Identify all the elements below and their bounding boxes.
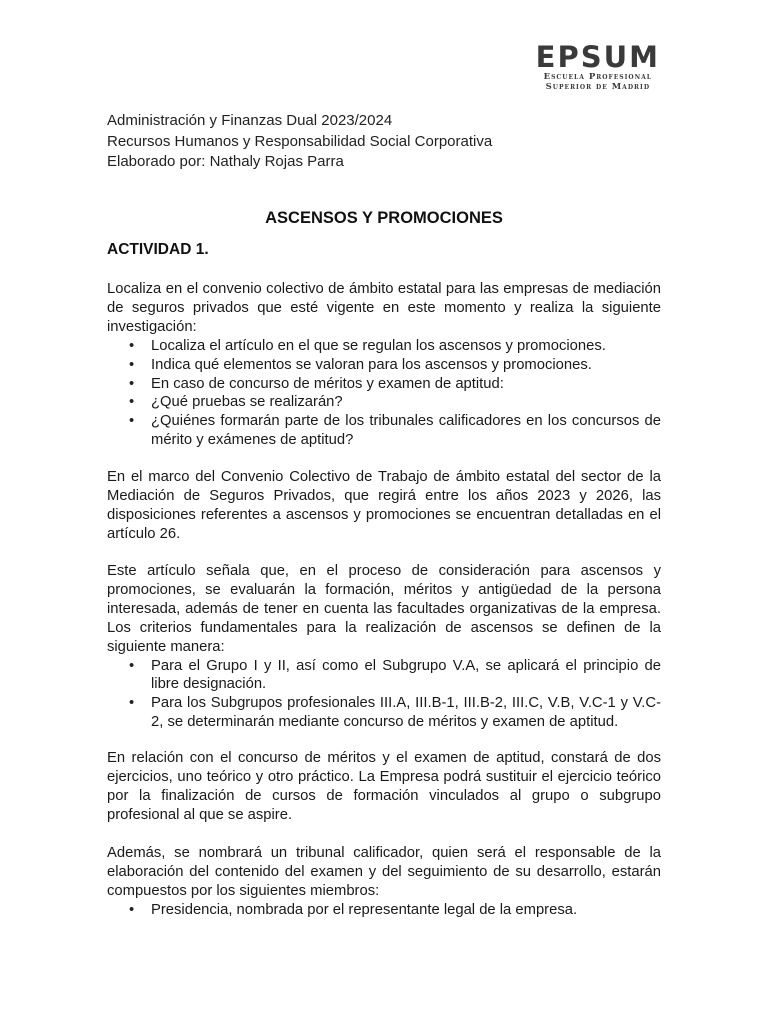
criteria-paragraph: Este artículo señala que, en el proceso de consideración para ascensos y promociones, se evaluarán la formación, méritos y antigüedad de la persona interesada, además de tener en cuenta las facultades organizativas de la empresa. Los criterios fundamentales para la realización de ascensos se definen de la siguiente manera: (107, 563, 661, 655)
list-item: • En caso de concurso de méritos y examen de aptitud: (107, 375, 661, 394)
logo-subtitle-line2: Superior de Madrid (545, 82, 651, 92)
criteria-list (107, 657, 661, 733)
list-item: • Localiza el artículo en el que se regulan los ascensos y promociones. (107, 337, 661, 356)
tribunal-paragraph: Además, se nombrará un tribunal calificador, quien será el responsable de la elaboración del contenido del examen y del seguimiento de su desarrollo, estarán compuestos por los siguientes miembros: (107, 845, 661, 899)
list-item: • Para el Grupo I y II, así como el Subgrupo V.A, se aplicará el principio de libre designación. (107, 657, 661, 695)
activity-heading: ACTIVIDAD 1. (107, 241, 209, 258)
list-item: • Para los Subgrupos profesionales III.A, III.B-1, III.B-2, III.C, V.B, V.C-1 y V.C-2, se determinarán mediante concurso de méritos y examen de aptitud. (107, 694, 661, 732)
header-course: Administración y Finanzas Dual 2023/2024 (107, 112, 393, 129)
header-author: Elaborado por: Nathaly Rojas Parra (107, 153, 344, 170)
intro-paragraph: Localiza en el convenio colectivo de ámbito estatal para las empresas de mediación de seguros privados que esté vigente en este momento y realiza la siguiente investigación: (107, 281, 661, 335)
exam-paragraph: En relación con el concurso de méritos y el examen de aptitud, constará de dos ejercicios, uno teórico y otro práctico. La Empresa podrá sustituir el ejercicio teórico por la finalización de cursos de formación vinculados al grupo o subgrupo profesional al que se aspire. (107, 750, 661, 823)
intro-section (107, 280, 661, 450)
logo-name: EPSUM (535, 40, 660, 74)
paragraph-article (107, 468, 661, 544)
tribunal-section (107, 844, 661, 920)
paragraph-exam (107, 749, 661, 825)
article-paragraph: En el marco del Convenio Colectivo de Trabajo de ámbito estatal del sector de la Mediación de Seguros Privados, que regirá entre los años 2023 y 2026, las disposiciones referentes a ascensos y promociones se encuentran detalladas en el artículo 26. (107, 469, 661, 542)
header-subject: Recursos Humanos y Responsabilidad Social Corporativa (107, 132, 493, 150)
list-item: • ¿Qué pruebas se realizarán? (107, 393, 661, 412)
questions-list (107, 337, 661, 450)
criteria-section (107, 562, 661, 732)
list-item: • ¿Quiénes formarán parte de los tribunales calificadores en los concursos de mérito y exámenes de aptitud? (107, 412, 661, 450)
members-list (107, 901, 661, 920)
logo-subtitle-line1: Escuela Profesional (543, 72, 653, 82)
page-title: ASCENSOS Y PROMOCIONES (265, 209, 503, 227)
list-item: • Indica qué elementos se valoran para los ascensos y promociones. (107, 356, 661, 375)
epsum-logo (536, 42, 660, 92)
document-header (107, 111, 492, 173)
list-item: • Presidencia, nombrada por el representante legal de la empresa. (107, 901, 661, 920)
